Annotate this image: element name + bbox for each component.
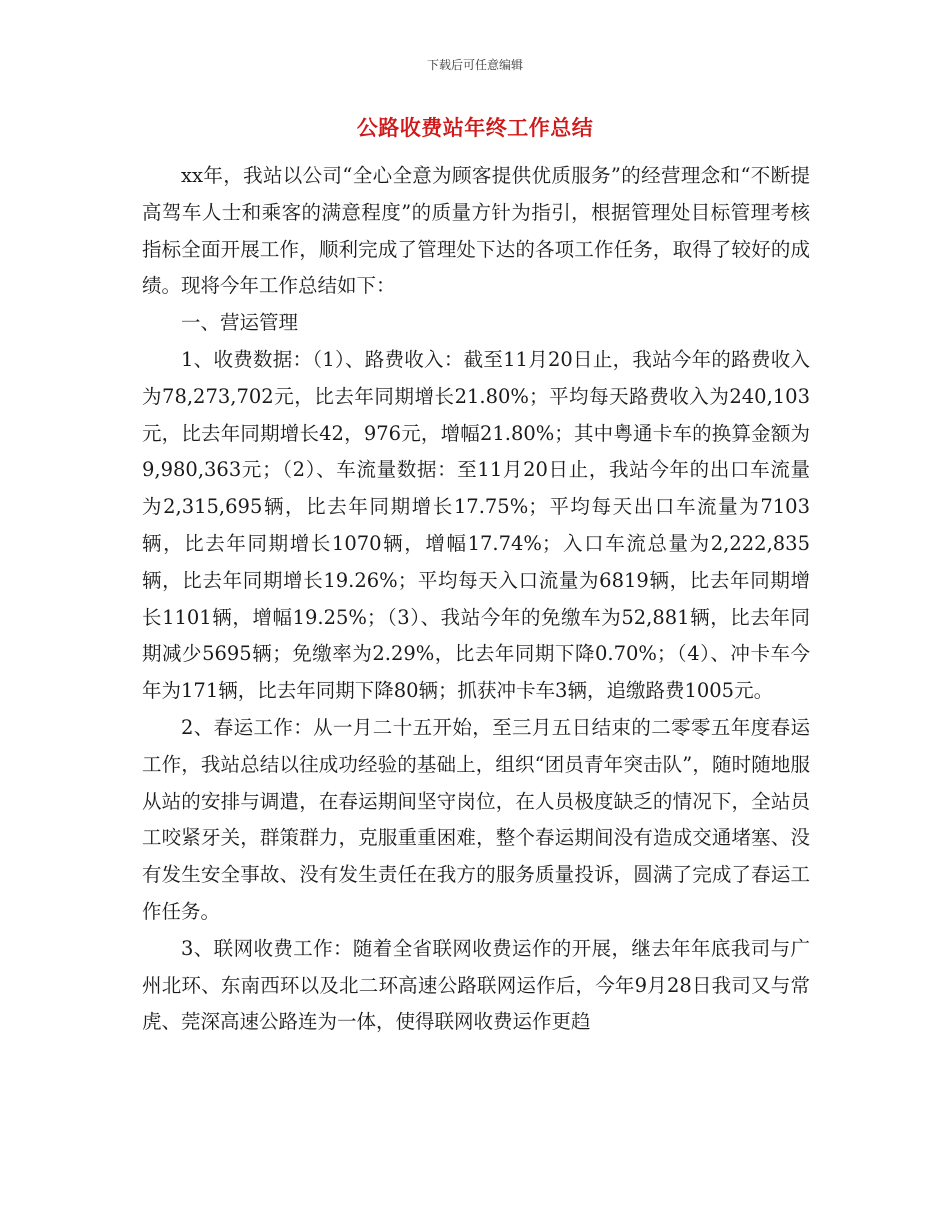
paragraph-network-toll: 3、联网收费工作：随着全省联网收费运作的开展，继去年年底我司与广州北环、东南西环以及北二环高速公路联网运作后，今年9月28日我司又与常虎、莞深高速公路连为一体，使得联网收费运作更趋 [142, 936, 810, 1034]
paragraph-intro: xx年，我站以公司“全心全意为顾客提供优质服务”的经营理念和“不断提高驾车人士和乘客的满意程度”的质量方针为指引，根据管理处目标管理考核指标全面开展工作，顺利完成了管理处下达的各项工作任务，取得了较好的成绩。现将今年工作总结如下： [142, 164, 810, 298]
header-note: 下载后可任意编辑 [426, 58, 523, 72]
document-body [142, 158, 810, 1041]
section-heading-operations: 一、营运管理 [181, 311, 299, 335]
document-title: 公路收费站年终工作总结 [356, 116, 594, 140]
paragraph-spring-festival: 2、春运工作：从一月二十五开始，至三月五日结束的二零零五年度春运工作，我站总结以往成功经验的基础上，组织“团员青年突击队”，随时随地服从站的安排与调遣，在春运期间坚守岗位，在人员极度缺乏的情况下，全站员工咬紧牙关，群策群力，克服重重困难，整个春运期间没有造成交通堵塞、没有发生安全事故、没有发生责任在我方的服务质量投诉，圆满了完成了春运工作任务。 [142, 715, 810, 923]
paragraph-toll-data: 1、收费数据：（1）、路费收入：截至11月20日止，我站今年的路费收入为78,273,702元，比去年同期增长21.80%；平均每天路费收入为240,103元，比去年同期增长42，976元，增幅21.80%；其中粤通卡车的换算金额为9,980,363元；（2）、车流量数据：至11月20日止，我站今年的出口车流量为2,315,695辆，比去年同期增长17.75%；平均每天出口车流量为7103辆，比去年同期增长1070辆，增幅17.74%；入口车流总量为2,222,835辆，比去年同期增长19.26%；平均每天入口流量为6819辆，比去年同期增长1101辆，增幅19.25%；（3）、我站今年的免缴车为52,881辆，比去年同期减少5695辆；免缴率为2.29%，比去年同期下降0.70%；（4）、冲卡车今年为171辆，比去年同期下降80辆；抓获冲卡车3辆，追缴路费1005元。 [142, 347, 810, 703]
